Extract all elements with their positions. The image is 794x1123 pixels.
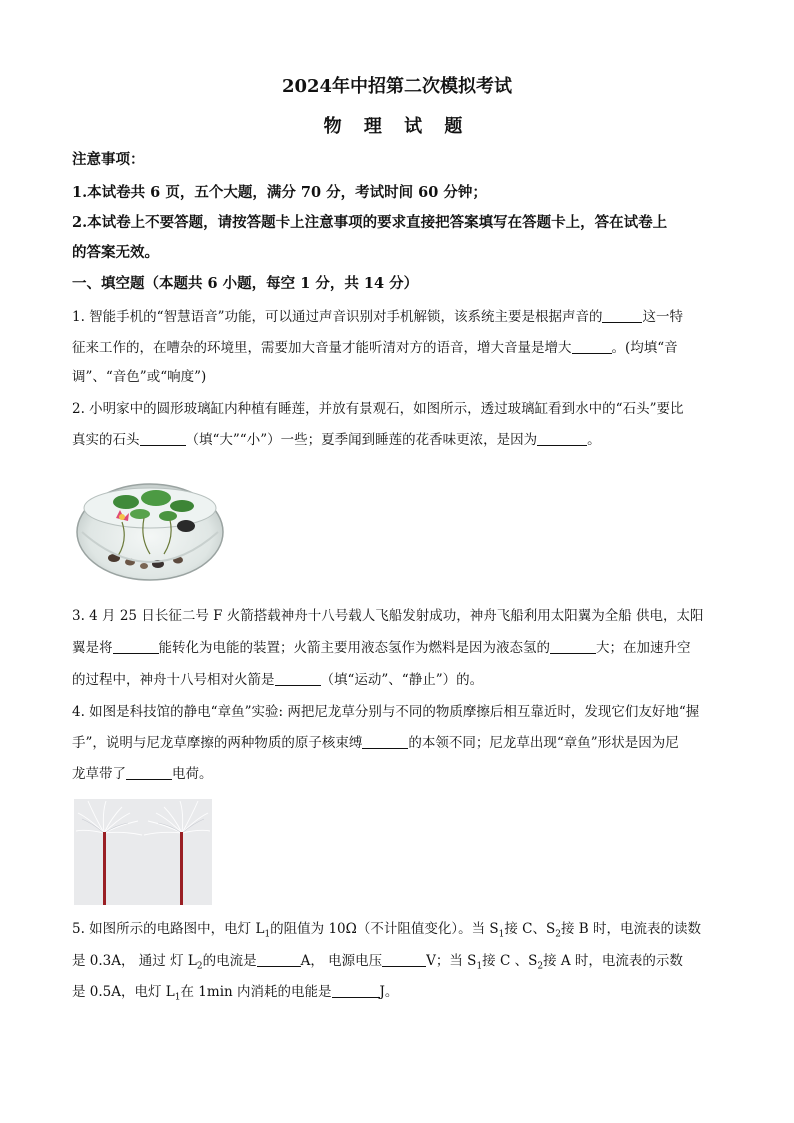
question-3-line-3: 的过程中，神舟十八号相对火箭是 （填“运动”、“静止”）的。 bbox=[72, 672, 484, 688]
question-5-line-3: 是 0.5A，电灯 $L_1$在 1min 内消耗的电能是 J。 bbox=[72, 984, 399, 1003]
answer-blank[interactable] bbox=[572, 339, 612, 354]
answer-blank[interactable] bbox=[126, 765, 172, 780]
question-5-line-1: 5. 如图所示的电路图中，电灯 $L_1$的阻值为 10Ω（不计阻值变化）。当 $S_1$接 C、$S_2$接 B 时，电流表的读数 bbox=[72, 921, 701, 940]
glass-bowl-lily-icon bbox=[74, 474, 226, 586]
static-octopus-figure bbox=[74, 799, 212, 905]
question-4-line-1: 4. 如图是科技馆的静电“章鱼”实验: 两把尼龙草分别与不同的物质摩擦后相互靠近时，发现它们友好地“握 bbox=[72, 704, 700, 720]
answer-blank[interactable] bbox=[275, 671, 321, 686]
answer-blank[interactable] bbox=[257, 952, 301, 967]
answer-blank[interactable] bbox=[382, 952, 426, 967]
question-1-line-2: 征来工作的，在嘈杂的环境里，需要加大音量才能听清对方的语音，增大音量是增大 。(均填“音 bbox=[72, 340, 678, 356]
question-3-line-2: 翼是将 能转化为电能的装置；火箭主要用液态氢作为燃料是因为液态氢的 大；在加速升空 bbox=[72, 640, 691, 656]
question-4-line-3: 龙草带了 电荷。 bbox=[72, 766, 213, 782]
question-2-line-1: 2. 小明家中的圆形玻璃缸内种植有睡莲，并放有景观石，如图所示，透过玻璃缸看到水中的“石头”要比 bbox=[72, 401, 684, 417]
answer-blank[interactable] bbox=[332, 983, 380, 998]
notice-heading: 注意事项： bbox=[72, 151, 145, 168]
answer-blank[interactable] bbox=[537, 431, 587, 446]
question-2-line-2: 真实的石头 （填“大”“小”）一些；夏季闻到睡莲的花香味更浓，是因为 。 bbox=[72, 432, 601, 448]
answer-blank[interactable] bbox=[362, 734, 408, 749]
notice-item-1: 1.本试卷共 6 页，五个大题，满分 70 分，考试时间 60 分钟； bbox=[72, 184, 487, 201]
static-octopus-icon bbox=[74, 799, 212, 905]
answer-blank[interactable] bbox=[140, 431, 186, 446]
notice-item-2-line-2: 的答案无效。 bbox=[72, 244, 159, 261]
exam-title: 2024年中招第二次模拟考试 bbox=[281, 76, 513, 97]
question-1-line-3: 调”、“音色”或“响度”) bbox=[72, 369, 207, 385]
glass-bowl-lily-figure bbox=[74, 474, 226, 586]
exam-subtitle: 物 理 试 题 bbox=[323, 116, 471, 137]
question-5-line-2: 是 0.3A， 通过 灯 $L_2$的电流是 A， 电源电压 V；当 $S_1$接 C 、$S_2$接 A 时，电流表的示数 bbox=[72, 953, 683, 972]
question-1-line-1: 1. 智能手机的“智慧语音”功能，可以通过声音识别对手机解锁，该系统主要是根据声音的 这一特 bbox=[72, 309, 683, 325]
section-1-heading: 一、填空题（本题共 6 小题，每空 1 分，共 14 分） bbox=[72, 275, 419, 292]
notice-item-2-line-1: 2.本试卷上不要答题，请按答题卡上注意事项的要求直接把答案填写在答题卡上，答在试卷上 bbox=[72, 214, 668, 231]
answer-blank[interactable] bbox=[602, 308, 642, 323]
answer-blank[interactable] bbox=[550, 639, 596, 654]
question-3-line-1: 3. 4 月 25 日长征二号 F 火箭搭载神舟十八号载人飞船发射成功，神舟飞船利用太阳翼为全船 供电，太阳 bbox=[72, 608, 704, 624]
answer-blank[interactable] bbox=[113, 639, 159, 654]
question-4-line-2: 手”，说明与尼龙草摩擦的两种物质的原子核束缚 的本领不同；尼龙草出现“章鱼”形状是因为尼 bbox=[72, 735, 679, 751]
